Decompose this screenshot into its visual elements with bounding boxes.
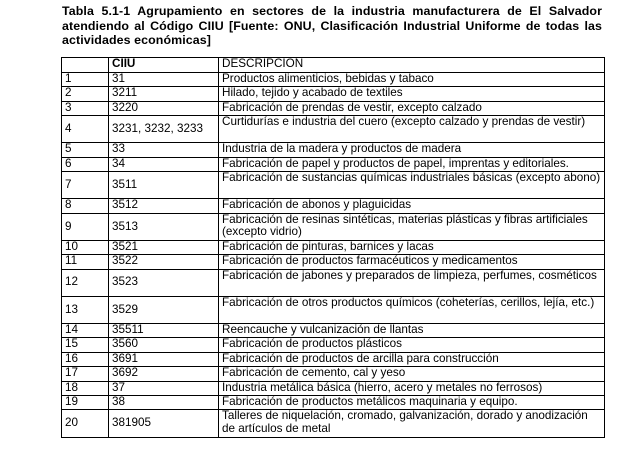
table-row (62, 324, 605, 338)
row-number: 16 (62, 352, 109, 366)
row-number: 6 (62, 157, 109, 171)
sector-description: Talleres de niquelación, cromado, galvanización, dorado y anodización de artículos de metal (219, 410, 605, 437)
sector-description: Fabricación de abonos y plaguicidas (219, 199, 605, 213)
sector-description: Industria de la madera y productos de madera (219, 143, 605, 157)
ciiu-code: 3512 (109, 199, 219, 213)
table-row (62, 73, 605, 87)
table-caption: Tabla 5.1-1 Agrupamiento en sectores de la industria manufacturera de El Salvador atendiendo al Código CIIU [Fuente: ONU, Clasificación Industrial Uniforme de todas las actividades económicas] (62, 4, 602, 48)
ciiu-code: 3521 (109, 240, 219, 254)
table-row (62, 172, 605, 199)
sector-description: Industria metálica básica (hierro, acero y metales no ferrosos) (219, 381, 605, 395)
ciiu-code: 3692 (109, 367, 219, 381)
sector-description: Reencauche y vulcanización de llantas (219, 324, 605, 338)
row-number: 18 (62, 381, 109, 395)
table-row (62, 352, 605, 366)
row-number: 13 (62, 296, 109, 323)
row-number: 15 (62, 338, 109, 352)
ciiu-code: 34 (109, 157, 219, 171)
ciiu-code: 3220 (109, 101, 219, 115)
sector-description: Fabricación de pinturas, barnices y lacas (219, 240, 605, 254)
table-row (62, 269, 605, 296)
ciiu-code: 3211 (109, 87, 219, 101)
row-number: 4 (62, 116, 109, 143)
row-number: 19 (62, 396, 109, 410)
ciiu-code: 381905 (109, 410, 219, 437)
row-number: 10 (62, 240, 109, 254)
table-row (62, 367, 605, 381)
table-row (62, 101, 605, 115)
ciiu-code: 3513 (109, 213, 219, 240)
sector-description: Fabricación de prendas de vestir, excepto calzado (219, 101, 605, 115)
row-number: 1 (62, 73, 109, 87)
header-number (62, 58, 109, 73)
ciiu-code: 3529 (109, 296, 219, 323)
ciiu-code: 3231, 3232, 3233 (109, 116, 219, 143)
sector-description: Fabricación de jabones y preparados de limpieza, perfumes, cosméticos (219, 269, 605, 296)
ciiu-code: 3560 (109, 338, 219, 352)
ciiu-code: 33 (109, 143, 219, 157)
row-number: 9 (62, 213, 109, 240)
table-row (62, 410, 605, 437)
table-row (62, 87, 605, 101)
table-body (62, 73, 605, 438)
table-row (62, 255, 605, 269)
row-number: 20 (62, 410, 109, 437)
row-number: 12 (62, 269, 109, 296)
table-row (62, 240, 605, 254)
row-number: 11 (62, 255, 109, 269)
header-ciiu: CIIU (109, 58, 219, 73)
ciiu-code: 38 (109, 396, 219, 410)
table-row (62, 116, 605, 143)
row-number: 8 (62, 199, 109, 213)
table-row (62, 213, 605, 240)
table-row (62, 157, 605, 171)
sector-description: Fabricación de productos farmacéuticos y medicamentos (219, 255, 605, 269)
sector-description: Fabricación de resinas sintéticas, materias plásticas y fibras artificiales (excepto vidrio) (219, 213, 605, 240)
sector-description: Productos alimenticios, bebidas y tabaco (219, 73, 605, 87)
ciiu-code: 3691 (109, 352, 219, 366)
table-row (62, 199, 605, 213)
sector-description: Fabricación de cemento, cal y yeso (219, 367, 605, 381)
table-row (62, 296, 605, 323)
ciiu-sector-table (61, 57, 605, 438)
header-descripcion: DESCRIPCION (219, 58, 605, 73)
sector-description: Fabricación de productos plásticos (219, 338, 605, 352)
table-row (62, 143, 605, 157)
ciiu-code: 31 (109, 73, 219, 87)
sector-description: Fabricación de papel y productos de papel, imprentas y editoriales. (219, 157, 605, 171)
table-row (62, 381, 605, 395)
ciiu-code: 35511 (109, 324, 219, 338)
ciiu-code: 3511 (109, 172, 219, 199)
sector-description: Fabricación de otros productos químicos (coheterías, cerillos, lejía, etc.) (219, 296, 605, 323)
sector-description: Curtidurías e industria del cuero (excepto calzado y prendas de vestir) (219, 116, 605, 143)
row-number: 5 (62, 143, 109, 157)
ciiu-code: 37 (109, 381, 219, 395)
ciiu-code: 3523 (109, 269, 219, 296)
table-header-row (62, 58, 605, 73)
row-number: 2 (62, 87, 109, 101)
row-number: 3 (62, 101, 109, 115)
row-number: 14 (62, 324, 109, 338)
sector-description: Hilado, tejido y acabado de textiles (219, 87, 605, 101)
row-number: 17 (62, 367, 109, 381)
table-row (62, 338, 605, 352)
sector-description: Fabricación de productos metálicos maquinaria y equipo. (219, 396, 605, 410)
sector-description: Fabricación de productos de arcilla para construcción (219, 352, 605, 366)
ciiu-code: 3522 (109, 255, 219, 269)
table-row (62, 396, 605, 410)
sector-description: Fabricación de sustancias químicas industriales básicas (excepto abono) (219, 172, 605, 199)
row-number: 7 (62, 172, 109, 199)
